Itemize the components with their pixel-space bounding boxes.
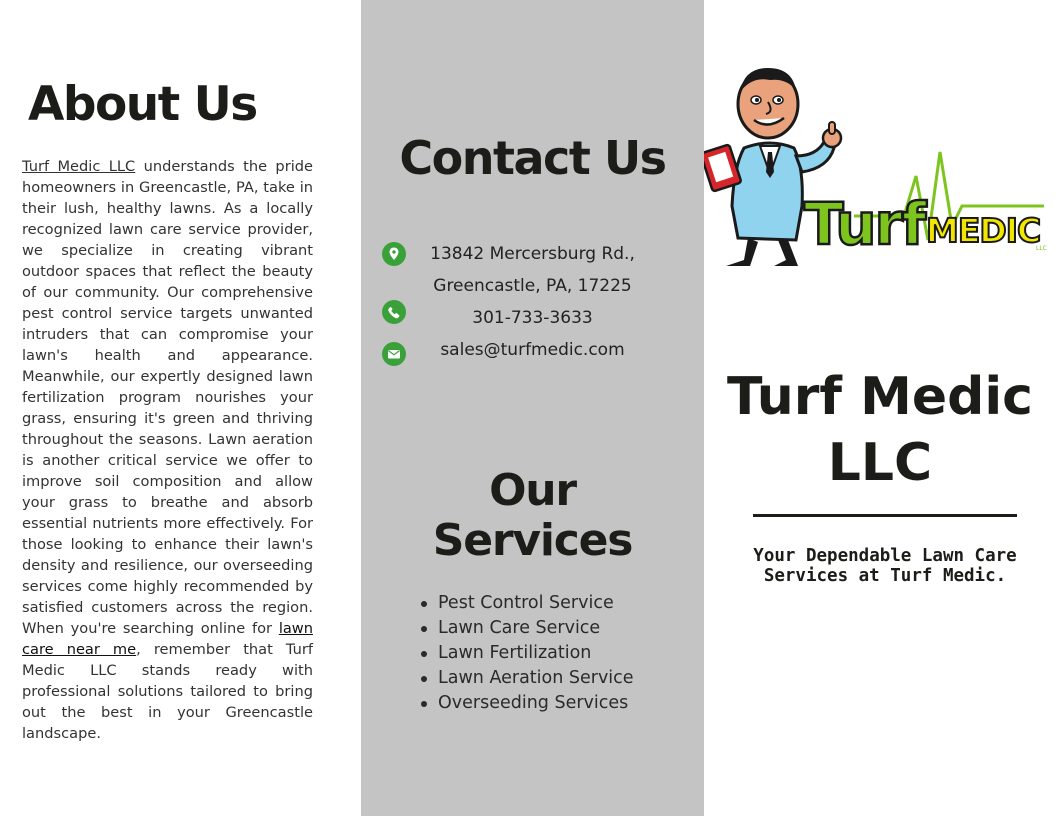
services-title-line2: Services [432, 515, 633, 566]
about-title: About Us [28, 77, 257, 132]
about-text-part1: understands the pride homeowners in Greencastle, PA, take in their lush, healthy lawns. As a locally recognized lawn care service provider, we specialize in creating vibrant outdoor spaces that reflect the beauty of our community. Our comprehensive pest control service targets unwanted intruders that can compromise your lawn's health and appearance. Meanwhile, our expertly designed lawn fertilization program nourishes your grass, ensuring it's green and thriving throughout the seasons. Lawn aeration is another critical service we offer to improve soil composition and allow your grass to breathe and absorb essential nutrients more effectively. For those looking to enhance their lawn's density and resilience, our overseeding services come highly recommended by satisfied customers across the region. When you're searching online for [22, 158, 313, 637]
logo-llc-text: LLC [1036, 245, 1047, 252]
logo-turf-text: Turf [804, 190, 925, 258]
company-name [704, 364, 1056, 496]
lawn-care-near-me-link[interactable]: lawn care near me [22, 620, 313, 658]
service-item: Overseeding Services [421, 691, 634, 716]
tagline: Your Dependable Lawn Care Services at Turf Medic. [753, 546, 1017, 586]
turf-medic-link[interactable]: Turf Medic LLC [22, 158, 136, 175]
phone-number[interactable]: 301-733-3633 [472, 308, 593, 328]
service-item: Lawn Fertilization [421, 641, 634, 666]
brand-panel [704, 0, 1056, 816]
divider [753, 514, 1017, 517]
service-item: Lawn Aeration Service [421, 666, 634, 691]
company-name-line1: Turf Medic [726, 367, 1034, 427]
turf-medic-logo [704, 56, 1056, 276]
email-address[interactable]: sales@turfmedic.com [440, 340, 625, 360]
company-name-line2: LLC [827, 433, 933, 493]
services-title [361, 466, 704, 566]
services-title-line1: Our [489, 465, 576, 516]
about-panel [0, 0, 361, 816]
service-item: Lawn Care Service [421, 616, 634, 641]
address-line-2: Greencastle, PA, 17225 [433, 276, 632, 296]
about-paragraph [22, 156, 313, 744]
services-list [421, 591, 634, 716]
service-item: Pest Control Service [421, 591, 634, 616]
contact-services-panel [361, 0, 704, 816]
about-text-part2: , remember that Turf Medic LLC stands ready with professional solutions tailored to bring out the best in your Greencastle landscape. [22, 641, 313, 742]
contact-title: Contact Us [399, 131, 666, 185]
address-line-1: 13842 Mercersburg Rd., [430, 244, 635, 264]
logo-medic-text: MEDIC [926, 211, 1041, 250]
